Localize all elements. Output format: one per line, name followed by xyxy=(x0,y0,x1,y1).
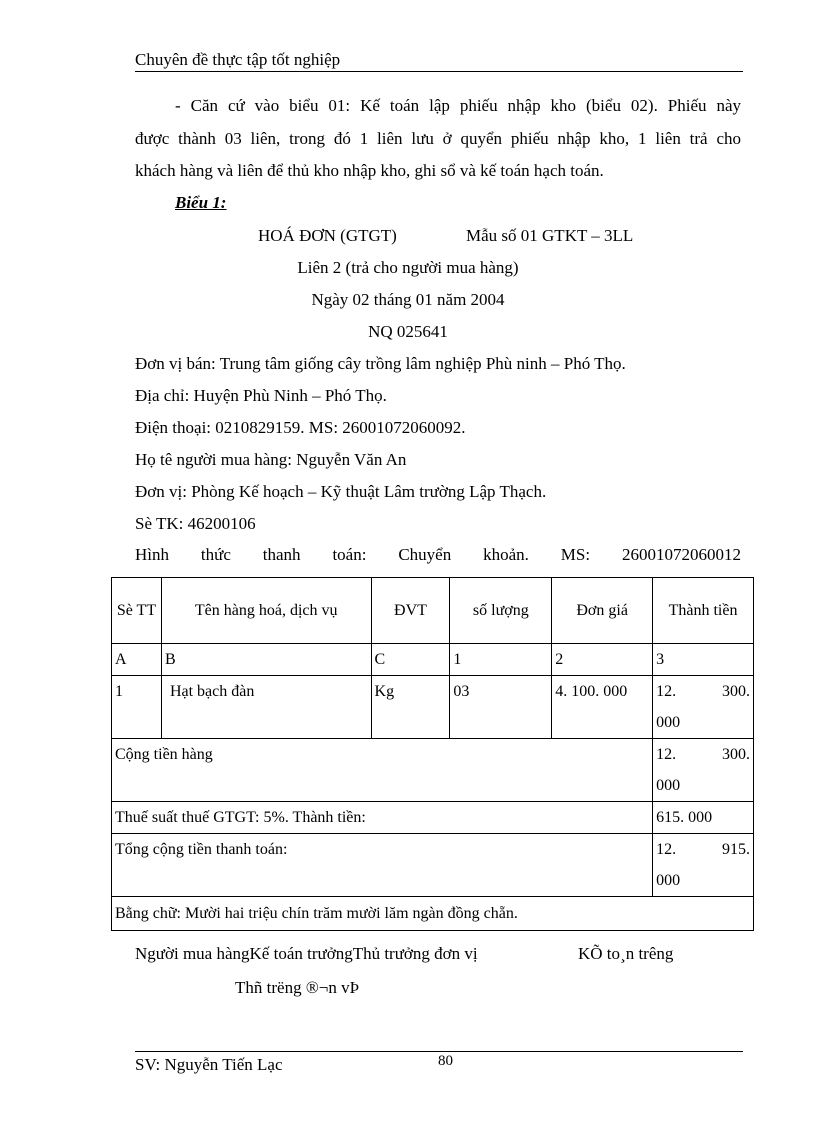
seller-line: Đơn vị bán: Trung tâm giống cây trồng lâm nghiệp Phù ninh – Phó Thọ. xyxy=(135,354,626,373)
amount-part: 300. xyxy=(722,746,750,763)
col-header-unit: ĐVT xyxy=(371,578,450,644)
col-header-qty: số lượng xyxy=(450,578,552,644)
intro-line-2: được thành 03 liên, trong đó 1 liên lưu ở quyển phiếu nhập kho, 1 liên trả cho xyxy=(135,129,741,148)
amount-part: 915. xyxy=(722,841,750,858)
vat-label: Thuế suất thuế GTGT: 5%. Thành tiền: xyxy=(112,802,653,834)
item-unit: Kg xyxy=(371,676,450,739)
total-amount xyxy=(653,834,754,897)
in-words-row xyxy=(112,897,754,931)
header-divider xyxy=(135,71,743,72)
table-code-row xyxy=(112,644,754,676)
vat-row xyxy=(112,802,754,834)
amount-part: 000 xyxy=(656,777,681,794)
vat-amount: 615. 000 xyxy=(653,802,754,834)
invoice-copy: Liên 2 (trả cho người mua hàng) xyxy=(297,258,519,277)
amount-part: 12. xyxy=(656,841,677,858)
invoice-title: HOÁ ĐƠN (GTGT) xyxy=(258,226,397,245)
signature-line-2: Thñ trëng ®¬n vÞ xyxy=(235,978,360,997)
item-price: 4. 100. 000 xyxy=(552,676,653,739)
buyer-unit-line: Đơn vị: Phòng Kế hoạch – Kỹ thuật Lâm trường Lập Thạch. xyxy=(135,482,547,501)
signature-line-1-right: KÕ to¸n trêng xyxy=(578,944,674,963)
payment-word: thức xyxy=(200,545,231,564)
col-header-amount: Thành tiền xyxy=(653,578,754,644)
bieu-label: Biểu 1: xyxy=(175,193,227,212)
payment-word: MS: xyxy=(560,545,591,564)
table-row xyxy=(112,676,754,739)
col-header-no: Sè TT xyxy=(112,578,162,644)
payment-method-line xyxy=(135,545,741,565)
in-words-text: Bằng chữ: Mười hai triệu chín trăm mười lăm ngàn đồng chẵn. xyxy=(112,897,754,931)
intro-line-3: khách hàng và liên để thủ kho nhập kho, ghi sổ và kế toán hạch toán. xyxy=(135,161,604,180)
total-label: Tổng cộng tiền thanh toán: xyxy=(112,834,653,897)
invoice-date: Ngày 02 tháng 01 năm 2004 xyxy=(311,290,505,309)
subtotal-label: Cộng tiền hàng xyxy=(112,739,653,802)
col-header-name: Tên hàng hoá, dịch vụ xyxy=(161,578,371,644)
footer-student-name: SV: Nguyễn Tiến Lạc xyxy=(135,1055,283,1074)
page-header-title: Chuyên đề thực tập tốt nghiệp xyxy=(135,50,341,69)
amount-part: 300. xyxy=(722,683,750,700)
code-cell: 1 xyxy=(450,644,552,676)
table-header-row xyxy=(112,578,754,644)
footer-divider xyxy=(135,1051,743,1052)
address-line: Địa chỉ: Huyện Phù Ninh – Phó Thọ. xyxy=(135,386,387,405)
code-cell: 3 xyxy=(653,644,754,676)
subtotal-amount xyxy=(653,739,754,802)
invoice-form-number: Mẫu số 01 GTKT – 3LL xyxy=(466,226,634,245)
payment-word: thanh xyxy=(262,545,301,564)
amount-part: 000 xyxy=(656,714,681,731)
account-line: Sè TK: 46200106 xyxy=(135,514,256,533)
phone-line: Điện thoại: 0210829159. MS: 26001072060092. xyxy=(135,418,466,437)
code-cell: B xyxy=(161,644,371,676)
code-cell: A xyxy=(112,644,162,676)
subtotal-row xyxy=(112,739,754,802)
amount-part: 12. xyxy=(656,683,677,700)
code-cell: C xyxy=(371,644,450,676)
payment-word: Chuyển xyxy=(398,545,452,564)
item-amount xyxy=(653,676,754,739)
invoice-table xyxy=(111,577,754,931)
item-no: 1 xyxy=(112,676,162,739)
total-row xyxy=(112,834,754,897)
intro-line-1: - Căn cứ vào biểu 01: Kế toán lập phiếu nhập kho (biểu 02). Phiếu này xyxy=(175,96,741,115)
payment-word: Hình xyxy=(135,545,169,564)
buyer-line: Họ tê người mua hàng: Nguyễn Văn An xyxy=(135,450,407,469)
signature-line-1: Người mua hàngKế toán trưởngThủ trưởng đơn vị xyxy=(135,944,478,963)
col-header-price: Đơn giá xyxy=(552,578,653,644)
page-number: 80 xyxy=(438,1053,453,1069)
payment-word: khoản. xyxy=(483,545,529,564)
amount-part: 000 xyxy=(656,872,681,889)
code-cell: 2 xyxy=(552,644,653,676)
invoice-number: NQ 025641 xyxy=(368,322,448,341)
amount-part: 12. xyxy=(656,746,677,763)
item-qty: 03 xyxy=(450,676,552,739)
payment-word: 26001072060012 xyxy=(621,545,741,564)
payment-word: toán: xyxy=(332,545,367,564)
item-name: Hạt bạch đàn xyxy=(161,676,371,739)
